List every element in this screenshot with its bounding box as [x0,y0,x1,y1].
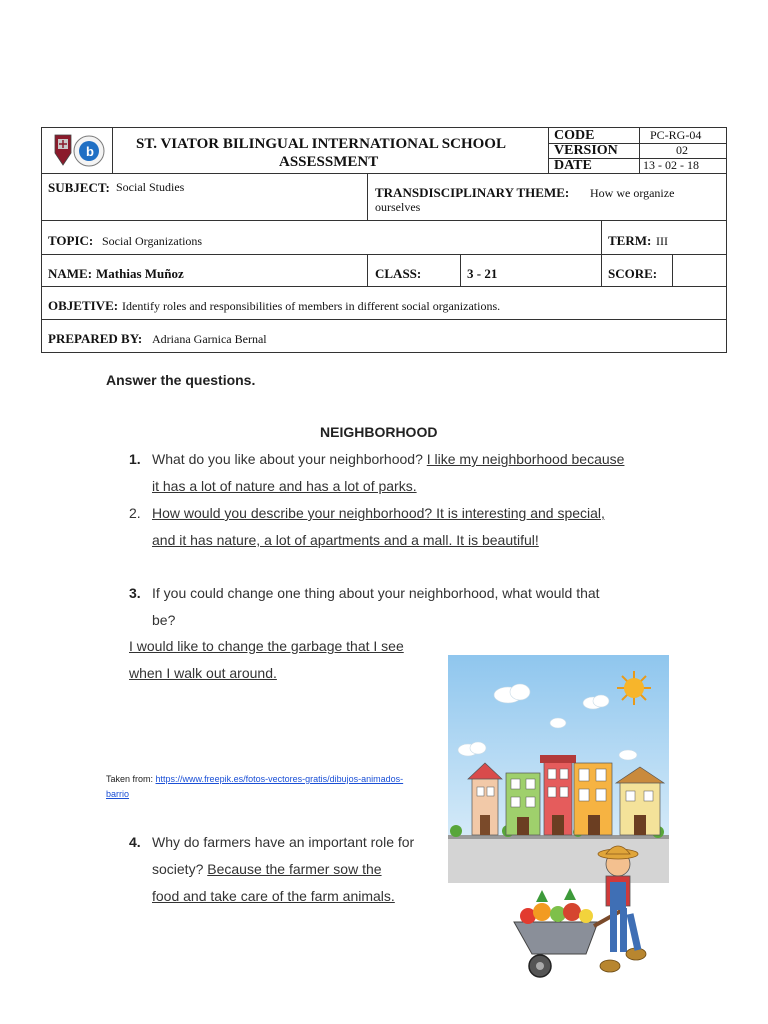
divider [367,254,368,286]
credit-link-cont[interactable]: barrio [106,789,130,799]
topic-value: Social Organizations [102,234,203,248]
student-name: Mathias Muñoz [96,266,184,281]
divider [639,127,640,173]
divider [460,254,461,286]
term-label: TERM: [608,233,652,248]
credit-link[interactable]: https://www.freepik.es/fotos-vectores-gratis/dibujos-animados- [155,774,404,784]
divider [41,254,727,255]
prepared-by-label: PREPARED BY: [48,331,143,346]
divider [41,286,727,287]
divider [41,220,727,221]
farmer-illustration [506,842,662,982]
school-logo [49,131,109,173]
question-4-cont [152,856,382,883]
objective-value: Identify roles and responsibilities of members in different social organizations. [122,299,501,313]
subject-value: Social Studies [116,180,185,194]
divider [112,127,113,173]
class-value: 3 - 21 [467,266,498,281]
question-3: If you could change one thing about your neighborhood, what would that [152,585,600,601]
question-number: 2. [129,505,141,521]
answer-text: food and take care of the farm animals. [152,888,395,904]
instructions: Answer the questions. [106,372,256,388]
school-name: ST. VIATOR BILINGUAL INTERNATIONAL SCHOOL [136,136,506,152]
code-value: PC-RG-04 [650,128,702,142]
answer-text: I like my neighborhood because [426,451,625,467]
answer-text: and it has nature, a lot of apartments and a mall. It is beautiful! [152,532,539,548]
question-text: society? [152,861,204,877]
date-label: DATE [554,158,592,173]
document-type: ASSESSMENT [279,154,379,170]
divider [672,254,673,286]
svg-text:b: b [86,144,94,159]
question-2: How would you describe your neighborhood? It is interesting and special, [152,505,605,521]
prepared-by-value: Adriana Garnica Bernal [152,332,267,346]
code-label: CODE [554,128,595,143]
divider [41,319,727,320]
section-title: NEIGHBORHOOD [320,424,438,440]
question-number: 1. [129,451,141,467]
objective-label: OBJETIVE: [48,298,119,313]
answer-text: it has a lot of nature and has a lot of parks. [152,478,417,494]
version-value: 02 [676,143,688,157]
question-1 [152,446,624,473]
term-value: III [656,234,668,248]
divider [601,220,602,286]
answer-text: when I walk out around. [129,665,277,681]
divider [548,127,549,173]
theme-value: How we organize [590,186,675,200]
date-value: 13 - 02 - 18 [643,158,699,172]
image-credit [106,772,436,802]
version-label: VERSION [554,143,618,158]
theme-label: TRANSDISCIPLINARY THEME: [375,185,570,200]
question-text: What do you like about your neighborhood? [152,451,423,467]
divider [367,173,368,220]
question-number: 4. [129,834,141,850]
answer-text: Because the farmer sow the [207,861,382,877]
class-label: CLASS: [375,266,422,281]
topic-label: TOPIC: [48,233,94,248]
divider [41,173,727,174]
credit-label: Taken from: [106,774,154,784]
subject-label: SUBJECT: [48,180,110,195]
score-label: SCORE: [608,266,658,281]
name-label: NAME: [48,266,93,281]
answer-text: I would like to change the garbage that I see [129,638,404,654]
question-4: Why do farmers have an important role for [152,834,415,850]
question-number: 3. [129,585,141,601]
theme-value-cont: ourselves [375,200,421,214]
question-text: be? [152,612,176,628]
